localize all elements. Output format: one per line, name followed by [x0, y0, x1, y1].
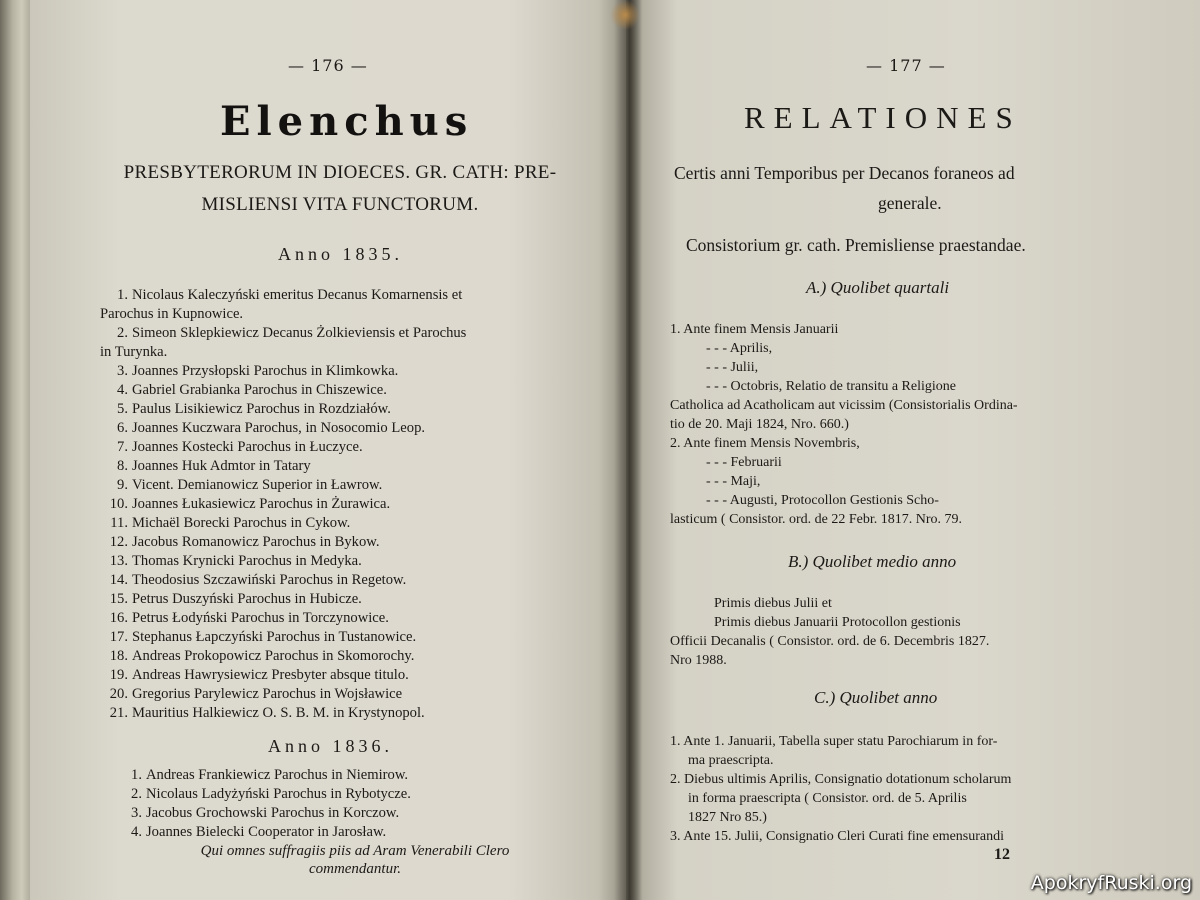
yearly-block	[670, 732, 1011, 846]
entry-text: Mauritius Halkiewicz O. S. B. M. in Krystynopol.	[132, 705, 425, 721]
entry-number: 19.	[109, 667, 128, 683]
text-line: 2. Diebus ultimis Aprilis, Consignatio dotationum scholarum	[670, 772, 1012, 787]
text-line: 1. Ante finem Mensis Januarii	[670, 322, 839, 337]
list-item	[100, 647, 466, 666]
text-line: Catholica ad Acatholicam aut vicissim (Consistorialis Ordina-	[670, 398, 1018, 413]
list-item	[100, 381, 466, 400]
entry-number: 18.	[109, 648, 128, 664]
text-line: Primis diebus Julii et	[714, 596, 832, 611]
list-item	[100, 419, 466, 438]
entry-text: Andreas Frankiewicz Parochus in Niemirow.	[146, 767, 409, 783]
entry-number: 14.	[109, 572, 128, 588]
entry-continuation: in Turynka.	[100, 344, 168, 360]
entry-text: Simeon Sklepkiewicz Decanus Żolkieviensis et Parochus	[132, 325, 467, 341]
entry-text: Vicent. Demianowicz Superior in Ławrow.	[132, 477, 383, 493]
obituary-list-1836	[114, 766, 411, 842]
entry-text: Andreas Hawrysiewicz Presbyter absque titulo.	[132, 667, 409, 683]
entry-number: 7.	[117, 439, 128, 455]
text-line: - - - Aprilis,	[706, 341, 773, 356]
entry-number: 3.	[131, 805, 142, 821]
signature-mark: 12	[994, 846, 1010, 863]
text-line: - - - Julii,	[706, 360, 759, 375]
entry-text: Joannes Przysłopski Parochus in Klimkowka.	[132, 363, 399, 379]
entry-text: Joannes Bielecki Cooperator in Jarosław.	[146, 824, 387, 840]
closing-line-2: commendantur.	[308, 861, 402, 877]
list-item	[100, 590, 466, 609]
text-line: - - - Februarii	[706, 455, 782, 470]
list-item	[100, 362, 466, 381]
subtitle-line-2: MISLIENSI VITA FUNCTORUM.	[201, 194, 479, 215]
entry-text: Joannes Kostecki Parochus in Łuczyce.	[132, 439, 363, 455]
list-item	[100, 704, 466, 723]
entry-number: 8.	[117, 458, 128, 474]
intro-line-3: Consistorium gr. cath. Premisliense praestandae.	[686, 235, 1026, 255]
paper-stain	[610, 0, 640, 30]
list-item	[100, 476, 466, 495]
list-item	[100, 438, 466, 457]
list-item	[100, 286, 466, 305]
entry-number: 3.	[117, 363, 128, 379]
entry-text: Petrus Duszyński Parochus in Hubicze.	[132, 591, 362, 607]
page-title-relationes: RELATIONES	[744, 100, 1022, 135]
text-line: 3. Ante 15. Julii, Consignatio Cleri Curati fine emensurandi	[670, 829, 1005, 844]
entry-text: Stephanus Łapczyński Parochus in Tustanowice.	[132, 629, 417, 645]
entry-text: Petrus Łodyński Parochus in Torczynowice.	[132, 610, 389, 626]
entry-number: 1.	[131, 767, 142, 783]
text-line: Nro 1988.	[670, 653, 727, 668]
entry-number: 2.	[117, 325, 128, 341]
list-item	[114, 804, 411, 823]
entry-text: Gregorius Parylewicz Parochus in Wojsławice	[132, 686, 403, 702]
page-number-left: — 176 —	[288, 56, 368, 75]
entry-number: 5.	[117, 401, 128, 417]
section-heading-1836: Anno 1836.	[268, 736, 393, 756]
entry-number: 13.	[109, 553, 128, 569]
entry-number: 15.	[109, 591, 128, 607]
text-line: 2. Ante finem Mensis Novembris,	[670, 436, 860, 451]
list-item	[100, 571, 466, 590]
entry-number: 1.	[117, 287, 128, 303]
watermark: ApokryfRuski.org	[1030, 872, 1192, 894]
entry-text: Michaël Borecki Parochus in Cykow.	[132, 515, 351, 531]
list-item	[100, 666, 466, 685]
text-line: Primis diebus Januarii Protocollon gestionis	[714, 615, 961, 630]
entry-text: Joannes Kuczwara Parochus, in Nosocomio Leop.	[132, 420, 426, 436]
entry-text: Joannes Huk Admtor in Tatary	[132, 458, 311, 474]
entry-number: 16.	[109, 610, 128, 626]
right-page	[626, 0, 1200, 900]
entry-number: 10.	[109, 496, 128, 512]
obituary-list-1835	[100, 286, 466, 723]
entry-text: Jacobus Romanowicz Parochus in Bykow.	[132, 534, 380, 550]
text-line: - - - Maji,	[706, 474, 761, 489]
entry-text: Joannes Łukasiewicz Parochus in Żurawica.	[132, 496, 391, 512]
entry-text: Nicolaus Ladyżyński Parochus in Rybotycze.	[146, 786, 411, 802]
entry-number: 4.	[117, 382, 128, 398]
entry-text: Thomas Krynicki Parochus in Medyka.	[132, 553, 362, 569]
entry-number: 21.	[109, 705, 128, 721]
entry-text: Theodosius Szczawiński Parochus in Regetow.	[132, 572, 407, 588]
entry-number: 20.	[109, 686, 128, 702]
left-page	[30, 0, 628, 900]
text-line: tio de 20. Maji 1824, Nro. 660.)	[670, 417, 849, 432]
entry-number: 17.	[109, 629, 128, 645]
closing-line-1: Qui omnes suffragiis piis ad Aram Venerabili Clero	[200, 843, 510, 859]
half-year-block	[670, 594, 989, 670]
heading-half-year: B.) Quolibet medio anno	[788, 552, 957, 571]
text-line: in forma praescripta ( Consistor. ord. de 5. Aprilis	[688, 791, 967, 806]
book-gutter	[614, 0, 642, 900]
intro-line-2: generale.	[878, 193, 942, 213]
list-item	[114, 823, 411, 842]
section-heading-1835: Anno 1835.	[278, 244, 403, 264]
list-item	[100, 457, 466, 476]
heading-yearly: C.) Quolibet anno	[814, 688, 938, 707]
heading-quarterly: A.) Quolibet quartali	[806, 278, 950, 297]
text-line: lasticum ( Consistor. ord. de 22 Febr. 1817. Nro. 79.	[670, 512, 963, 527]
page-number-right: — 177 —	[866, 56, 946, 75]
list-item	[100, 552, 466, 571]
text-line: ma praescripta.	[688, 753, 774, 768]
page-title-elenchus: Elenchus	[220, 98, 474, 145]
entry-number: 11.	[110, 515, 128, 531]
text-line: 1827 Nro 85.)	[688, 810, 767, 825]
list-item	[100, 324, 466, 343]
entry-text: Jacobus Grochowski Parochus in Korczow.	[146, 805, 400, 821]
entry-continuation: Parochus in Kupnowice.	[100, 306, 244, 322]
list-item	[100, 685, 466, 704]
entry-number: 2.	[131, 786, 142, 802]
list-item	[100, 400, 466, 419]
entry-number: 9.	[117, 477, 128, 493]
entry-number: 4.	[131, 824, 142, 840]
list-item	[100, 514, 466, 533]
list-item	[100, 495, 466, 514]
subtitle-line-1: PRESBYTERORUM IN DIOECES. GR. CATH: PRE-	[123, 162, 557, 183]
list-item	[100, 533, 466, 552]
list-item	[114, 766, 411, 785]
list-item	[114, 785, 411, 804]
list-item	[100, 609, 466, 628]
entry-text: Nicolaus Kaleczyński emeritus Decanus Komarnensis et	[132, 287, 463, 303]
entry-text: Andreas Prokopowicz Parochus in Skomorochy.	[132, 648, 415, 664]
entry-number: 12.	[109, 534, 128, 550]
intro-line-1: Certis anni Temporibus per Decanos foraneos ad	[674, 163, 1015, 183]
entry-number: 6.	[117, 420, 128, 436]
text-line: Officii Decanalis ( Consistor. ord. de 6. Decembris 1827.	[670, 634, 990, 649]
text-line: - - - Octobris, Relatio de transitu a Religione	[706, 379, 956, 394]
text-line: - - - Augusti, Protocollon Gestionis Scho-	[706, 493, 939, 508]
entry-text: Paulus Lisikiewicz Parochus in Rozdziałów.	[132, 401, 391, 417]
text-line: 1. Ante 1. Januarii, Tabella super statu Parochiarum in for-	[670, 734, 998, 749]
entry-text: Gabriel Grabianka Parochus in Chiszewice.	[132, 382, 387, 398]
list-item	[100, 628, 466, 647]
quarterly-block	[670, 320, 1018, 529]
